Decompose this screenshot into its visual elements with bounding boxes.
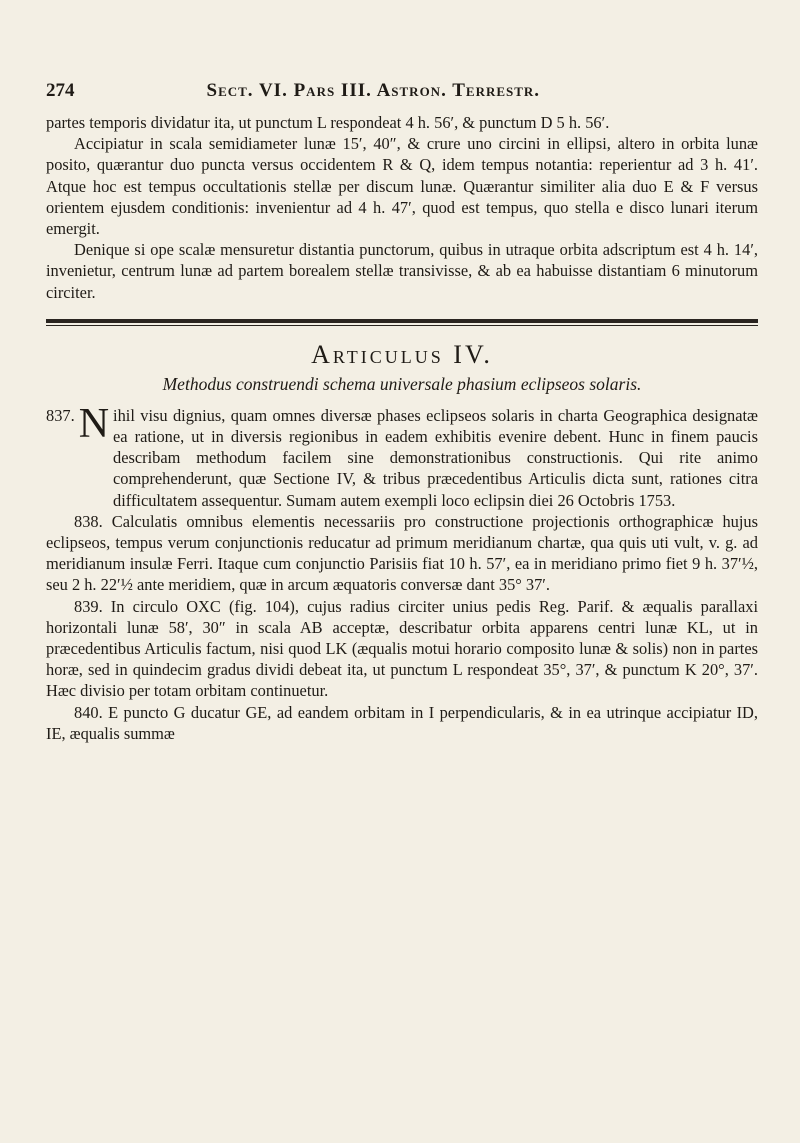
divider-thin-rule [46,325,758,326]
article-subheading: Methodus construendi schema universale phasium eclipseos solaris. [162,373,642,394]
section-837-number: 837. [46,405,75,425]
paragraph-distance: Denique si ope scalæ mensuretur distantia punctorum, quibus in utraque orbita adscriptum est 4 h. 14′, invenietur, centrum lunæ ad partem borealem stellæ transivisse, & ab ea habuisse distantiam 6 minutorum circiter. [46,240,758,302]
section-838: 838. Calculatis omnibus elementis necessariis pro constructione projectionis orthographicæ hujus eclipseos, tempus verum conjunctionis reducatur ad primum meridianum chartæ, qua quis uti vult, v. g. ad meridianum insulæ Ferri. Itaque cum conjunctio Parisiis fiat 10 h. 57′, ea in meridiano primo fiet 9 h. 37′½, seu 2 h. 22′½ ante meridiem, quæ in arcum æquatoris conversæ dant 35° 37′. [46,511,758,595]
section-837-text: ihil visu dignius, quam omnes diversæ phases eclipseos solaris in charta Geographica designatæ ea ratione, ut in diversis regionibus in eadem exhibitis evenire debent. Hunc in finem paucis describam methodum facilem sine demonstrationibus constructionis. Qui rite animo comprehenderunt, quæ Sectione IV, & tribus præcedentibus Articulis dicta sunt, rationes citra difficultatem assequentur. Sumam autem exempli loco eclipsin diei 26 Octobris 1753. [113,405,758,510]
section-840: 840. E puncto G ducatur GE, ad eandem orbitam in I perpendicularis, & in ea utrinque accipiatur ID, IE, æqualis summæ [46,702,758,743]
running-title: Sect. VI. Pars III. Astron. Terrestr. [206,80,541,101]
drop-cap: N [78,400,110,447]
section-837 [46,400,758,511]
section-839: 839. In circulo OXC (fig. 104), cujus radius circiter unius pedis Reg. Parif. & æqualis parallaxi horizontali lunæ 58′, 30″ in scala AB acceptæ, describatur orbita apparens centri lunæ KL, ut in præcedentibus Articulis factum, nisi quod LK (æqualis motui horario composito lunæ & solis) non in partes horæ, sed in quindecim gradus dividi debeat ita, ut punctum L respondeat 35°, 37′, & punctum K 20°, 37′. Hæc divisio per totam orbitam continuetur. [46,596,758,701]
running-head [46,80,758,106]
article-heading: Articulus IV. [311,339,493,369]
section-divider [46,319,758,326]
page-number: 274 [46,80,75,101]
divider-thick-rule [46,319,758,323]
paragraph-occultation: Accipiatur in scala semidiameter lunæ 15′, 40″, & crure uno circini in ellipsi, altero in orbita lunæ posito, quærantur duo puncta versus occidentem R & Q, idem tempus notantia: reperientur ad 3 h. 41′. Atque hoc est tempus occultationis stellæ per discum lunæ. Quærantur similiter alia duo E & F versus orientem ejusdem conditionis: invenientur ad 4 h. 47′, quod est tempus, quo stella e disco lunari iterum emergit. [46,134,758,239]
paragraph-continuation: partes temporis dividatur ita, ut punctum L respondeat 4 h. 56′, & punctum D 5 h. 56′. [46,113,610,132]
